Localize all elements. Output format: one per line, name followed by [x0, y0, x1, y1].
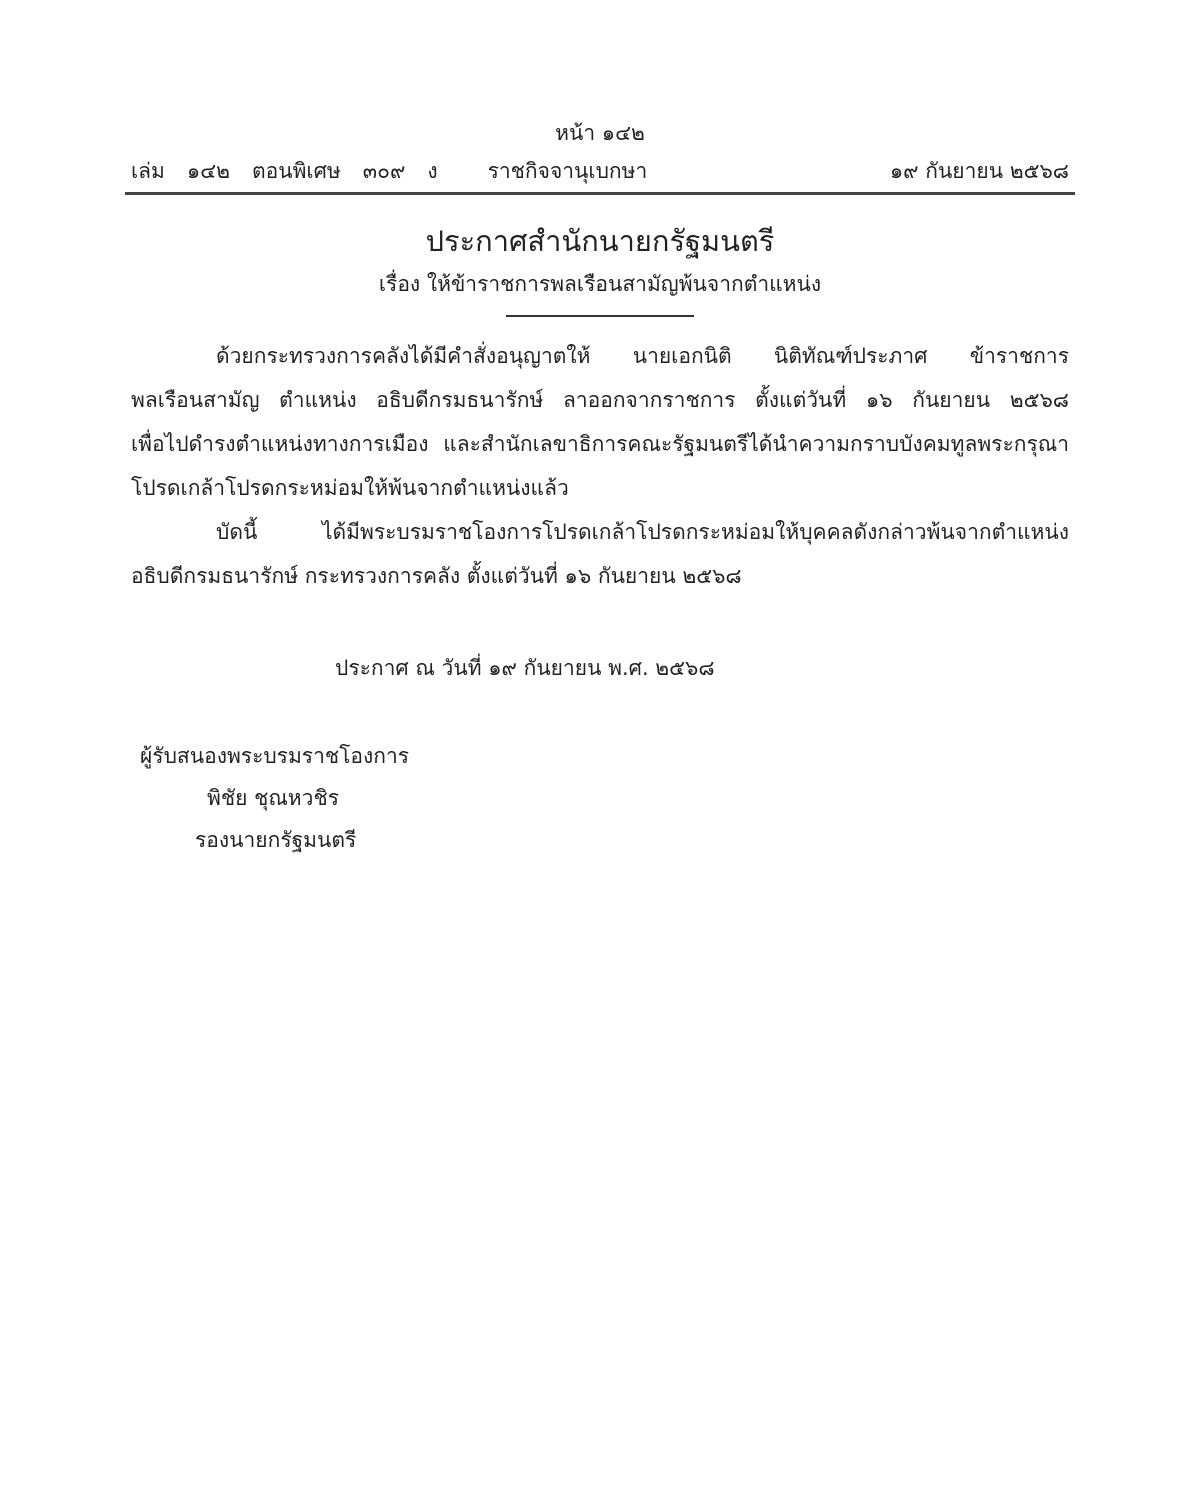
signatory-name: พิชัย ชุณหวชิร — [207, 785, 339, 810]
page-number: หน้า ๑๔๒ — [555, 121, 645, 145]
section-letter: ง — [427, 159, 438, 183]
title-divider — [506, 315, 694, 317]
body-line: เพื่อไปดำรงตำแหน่งทางการเมือง และสำนักเลขาธิการคณะรัฐมนตรีได้นำความกราบบังคมทูลพระกรุณา — [131, 431, 1069, 456]
volume-label: เล่ม — [131, 159, 165, 183]
publication-name: ราชกิจจานุเบกษา — [487, 159, 648, 183]
countersign-label: ผู้รับสนองพระบรมราชโองการ — [140, 743, 410, 768]
signature-block — [131, 741, 1069, 855]
issue-date: ๑๙ กันยายน ๒๕๖๘ — [889, 159, 1069, 183]
body-line: พลเรือนสามัญ ตำแหน่ง อธิบดีกรมธนารักษ์ ลาออกจากราชการ ตั้งแต่วันที่ ๑๖ กันยายน ๒๕๖๘ — [131, 387, 1069, 412]
header-rule — [125, 192, 1075, 195]
body-line: ด้วยกระทรวงการคลังได้มีคำสั่งอนุญาตให้ นายเอกนิติ นิติทัณฑ์ประภาศ ข้าราชการ — [216, 343, 1069, 368]
signatory-position: รองนายกรัฐมนตรี — [195, 827, 357, 852]
body-line: โปรดเกล้าโปรดกระหม่อมให้พ้นจากตำแหน่งแล้ว — [131, 475, 569, 500]
document-subject: เรื่อง ให้ข้าราชการพลเรือนสามัญพ้นจากตำแหน่ง — [378, 272, 822, 296]
section-label: ตอนพิเศษ — [251, 159, 341, 183]
body-line: อธิบดีกรมธนารักษ์ กระทรวงการคลัง ตั้งแต่วันที่ ๑๖ กันยายน ๒๕๖๘ — [131, 563, 742, 588]
document-title: ประกาศสำนักนายกรัฐมนตรี — [425, 224, 775, 258]
gazette-header — [131, 156, 1069, 186]
body-line: บัดนี้ ได้มีพระบรมราชโองการโปรดเกล้าโปรดกระหม่อมให้บุคคลดังกล่าวพ้นจากตำแหน่ง — [216, 519, 1069, 544]
announcement-date: ประกาศ ณ วันที่ ๑๙ กันยายน พ.ศ. ๒๕๖๘ — [335, 655, 715, 680]
volume-number: ๑๔๒ — [186, 159, 230, 183]
section-number: ๓๐๙ — [362, 159, 406, 183]
document-body — [131, 341, 1069, 591]
